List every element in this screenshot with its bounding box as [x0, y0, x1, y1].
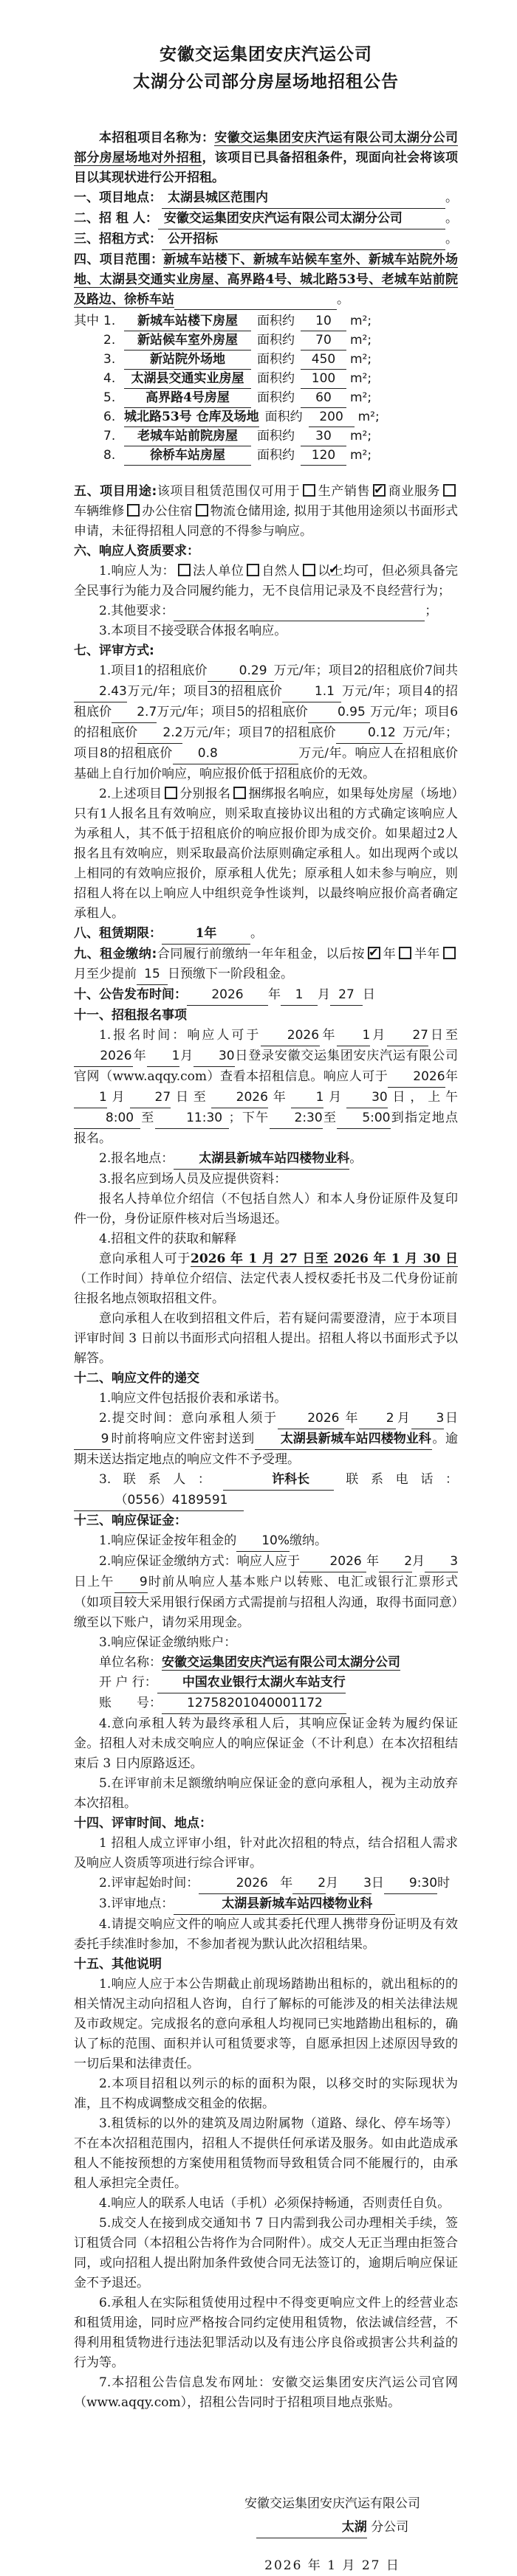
section-3-tail: 。 — [445, 232, 458, 246]
section-9-heading: 九、租金缴纳: — [74, 947, 157, 961]
text-run: ，该项目已具备招租条件，现面向社会将该项目以其现状进行公开招租。 — [74, 151, 459, 185]
text-run: 月 — [412, 1554, 425, 1569]
text-run: 月 — [326, 1876, 339, 1890]
area-unit: m²; — [357, 410, 380, 424]
fill-in-value: 3 — [338, 1874, 372, 1894]
area-label: 面积约 — [257, 333, 295, 348]
text-run: ，但必须具备完全民事行为能力及合同履约能力，无不良信用记录及不良经营行为； — [74, 564, 459, 598]
intro-paragraph — [74, 128, 458, 188]
text-run: 日 — [444, 1411, 458, 1426]
section-12-contact — [74, 1470, 458, 1511]
text-run: 至少提前 — [86, 967, 137, 981]
checkbox-unchecked-icon — [247, 564, 259, 576]
section-4-scope — [74, 250, 458, 310]
fill-in-value: 2 — [292, 1874, 326, 1894]
text-run: 。 — [337, 292, 349, 307]
checkbox-unchecked-icon — [178, 564, 191, 576]
text-run: 月 — [396, 1411, 411, 1426]
section-8-lease-term — [74, 924, 458, 945]
fill-in-value: 0.8 — [173, 744, 298, 764]
section-11-signup-time — [74, 1026, 458, 1149]
text-run: 日，上午 — [387, 1090, 459, 1105]
section-13-deposit-method — [74, 1552, 458, 1633]
area-value: 30 — [301, 427, 346, 446]
fill-in-value: 9:30 — [384, 1874, 437, 1894]
text-run: 2.上述项目 — [99, 787, 162, 801]
fill-in-value: 11:30 — [155, 1108, 229, 1129]
property-name: 新城车站楼下房屋 — [124, 312, 251, 331]
fill-in-value: 30 — [346, 1088, 388, 1108]
area-list-row — [74, 370, 458, 389]
fill-in-value: 2026 — [388, 1067, 445, 1088]
text-run: 2.评审起始时间： — [99, 1876, 199, 1890]
text-run: 1.报名时间：响应人可于 — [99, 1028, 261, 1043]
section-13-heading-line — [74, 1511, 458, 1531]
text-run: 年 — [343, 1411, 360, 1426]
text-run: 2.响应保证金缴纳方式：响应人应于 — [99, 1554, 301, 1569]
section-15-heading: 十五、其他说明 — [74, 1957, 162, 1972]
text-run: 月 — [179, 1049, 194, 1063]
fill-in-value: 3 — [425, 1552, 458, 1572]
title-line-2: 太湖分公司部分房屋场地招租公告 — [133, 72, 399, 91]
fill-in-value: 27 — [130, 1088, 171, 1108]
text-run: 。逾期未送达指定地点的响应文件不予受理。 — [74, 1432, 459, 1467]
text-run: 本招租项目名称为： — [99, 131, 215, 145]
text-run: ；下午 — [228, 1111, 270, 1125]
area-value: 60 — [301, 389, 346, 408]
checkbox-checked-icon — [303, 564, 315, 576]
checkbox-label: 半年 — [414, 947, 440, 961]
section-14-review-time — [74, 1874, 458, 1894]
section-13-account-bank — [74, 1673, 458, 1693]
area-unit: m²; — [350, 333, 372, 348]
checkbox-label: 分别报名 — [179, 787, 231, 801]
fill-in-value: 1.1 — [282, 682, 341, 702]
section-15-note-4: 4.响应人的联系人电话（手机）必须保持畅通，否则责任自负。 — [99, 2196, 451, 2211]
text-run: 2.提交时间：意向承租人须于 — [99, 1411, 278, 1426]
checkbox-unchecked-icon — [443, 947, 456, 959]
fill-in-value — [174, 607, 425, 621]
text-run: 年 — [280, 1876, 293, 1890]
fill-in-value: 9 — [74, 1429, 111, 1450]
fill-in-value: 30 — [194, 1046, 235, 1067]
fill-in-value: 0.29 — [208, 661, 274, 682]
fill-in-value: 2026 — [187, 985, 268, 1006]
section-6-heading: 六、响应人资质要求： — [74, 544, 199, 559]
fill-in-value: 太湖 — [256, 2518, 367, 2538]
fill-in-value: 15 — [137, 964, 168, 985]
signature-branch — [238, 2518, 427, 2538]
checkbox-label: 商业服务 — [388, 484, 440, 499]
text-run: （工作时间）持单位介绍信、法定代表人授权委托书及二代身份证前往报名地点领取招租文件。 — [74, 1271, 458, 1306]
fill-in-value: 中国农业银行太湖火车站支行 — [157, 1673, 346, 1693]
area-value: 120 — [301, 446, 346, 466]
text-run: 万元/年；项目3的招租底价 — [126, 684, 283, 699]
fill-in-value: 1年 — [162, 924, 250, 945]
area-label: 面积约 — [257, 352, 295, 367]
section-15-note-1: 1.响应人应于本公告期截止前现场踏勘出租标的，就出租标的的相关情况主动向招租人咨询，自行了解标的可能涉及的相关法律法规及市政规定。完成报名的意向承租人均视同已实地踏勘出租标的，确认了标的范围、面积并认可租赁要求等，自愿承担因上述原因导致的一切后果和法律责任。 — [74, 1977, 458, 2071]
section-6-item-2 — [74, 601, 458, 621]
fill-in-value: 27 — [330, 985, 363, 1006]
text-run: 万元/年；项目5的招租底价 — [157, 705, 308, 719]
text-run: 缴纳。 — [290, 1533, 328, 1548]
text-run: 3.评审地点： — [99, 1896, 174, 1911]
section-8-heading: 八、租赁期限： — [74, 926, 162, 941]
text-run: 单位名称： — [99, 1655, 162, 1670]
fill-in-value: 2.7 — [112, 702, 157, 723]
fill-in-value: 2026 — [74, 1046, 133, 1067]
text-run: 月 — [323, 1090, 347, 1105]
text-run: 联系电话： — [333, 1472, 458, 1487]
checkbox-unchecked-icon — [127, 504, 140, 517]
checkbox-label: 月 — [74, 967, 86, 981]
text-run: 意向承租人可于 — [99, 1251, 191, 1266]
area-list-row — [74, 427, 458, 446]
fill-in-value: 2026 — [300, 1552, 366, 1572]
fill-in-value: 太湖县新城车站四楼物业科 — [174, 1894, 395, 1915]
fill-in-value: 1 — [147, 1046, 180, 1067]
area-list-row — [74, 408, 458, 427]
checkbox-label: 车辆维修 — [74, 504, 125, 519]
text-run: 1.响应人为： — [99, 564, 175, 579]
row-number: 6. — [103, 410, 116, 424]
text-run: ； — [425, 604, 438, 618]
property-name: 新站候车室外房屋 — [124, 331, 251, 351]
section-14-panel: 1 招租人成立评审小组，针对此次招租的特点，结合招租人需求及响应人资质等项进行综合评审。 — [74, 1836, 458, 1871]
text-run: 月 — [370, 1028, 388, 1043]
property-name: 高界路4号房屋 — [124, 389, 251, 408]
text-run: 月 — [318, 987, 330, 1002]
fill-in-value: 许科长 — [223, 1470, 334, 1491]
section-7-heading: 七、评审方式: — [74, 643, 154, 658]
section-12-doc-contents: 1.响应文件包括报价表和承诺书。 — [99, 1391, 287, 1406]
section-6-heading-line — [74, 542, 458, 562]
text-run: 年 — [320, 1028, 338, 1043]
section-3-heading: 三、招租方式： — [74, 232, 162, 246]
text-run: 1.响应保证金按年租金的 — [99, 1533, 237, 1548]
text-run: 万元/年；项目6的招租底价 — [74, 705, 459, 740]
area-list-row — [74, 389, 458, 408]
checkbox-label: 物流仓储用途, — [210, 504, 290, 519]
fill-in-value: 2026 — [261, 1026, 320, 1046]
section-15-note-7: 7.本招租公告信息发布网址：安徽交运集团安庆汽运公司官网（www.aqqy.com），招租公告同时于招租项目地点张贴。 — [74, 2375, 458, 2410]
section-13-deposit-rate — [74, 1531, 458, 1552]
fill-in-value: 8:00 — [74, 1108, 140, 1129]
area-label: 面积约 — [257, 448, 295, 463]
checkbox-unchecked-icon — [399, 947, 411, 959]
section-15-note-5: 5.成交人在接到成交通知书 7 日内需到我公司办理相关手续，签订租赁合同（本招租公告将作为合同附件）。成交人无正当理由拒签合同，或向招租人提出附加条件致使合同无法签订的，逾期后响应保证金不予退还。 — [74, 2216, 458, 2290]
area-list-row — [74, 446, 458, 466]
property-name: 新站院外场地 — [124, 351, 251, 370]
fill-in-value: 9 — [114, 1572, 148, 1593]
text-run: 拟用于其他用途须以书面形式申请，未征得招租人同意的不得参与响应。 — [74, 504, 459, 539]
area-unit: m²; — [350, 429, 372, 443]
fill-in-value: 10% — [236, 1531, 290, 1552]
fill-in-value: （0556）4189591 — [74, 1491, 244, 1511]
fill-in-value: 2026 年 1 月 27 日至 2026 年 1 月 30 日 — [191, 1251, 458, 1266]
area-value: 200 — [309, 408, 355, 427]
area-label: 面积约 — [257, 390, 295, 405]
fill-in-value: 太湖县新城车站四楼物业科 — [174, 1149, 349, 1170]
text-run: 至 — [322, 1111, 338, 1125]
section-1-location — [74, 188, 458, 209]
text-run: 该项目租赁范围仅可用于 — [157, 484, 301, 499]
text-run: 日登录安徽交运集团安庆汽运有限公司官网（www.aqqy.com）查看本招租信息。响应人可于 — [74, 1049, 459, 1084]
checkbox-checked-icon — [373, 484, 386, 497]
text-run: 日预缴下一阶段租金。 — [168, 967, 293, 981]
checkbox-label: 自然人 — [261, 564, 301, 579]
checkbox-label: 法人单位 — [192, 564, 244, 579]
section-3-method — [74, 229, 458, 250]
text-run: 合同履行前缴纳一年年租金，以后按 — [157, 947, 366, 961]
section-13-account-number — [74, 1693, 458, 1714]
title-line-1: 安徽交运集团安庆汽运公司 — [160, 45, 372, 64]
text-run: 万元/年；项目7的招租底价 — [182, 725, 336, 740]
section-12-heading-line — [74, 1369, 458, 1389]
checkbox-label: 办公住宿 — [142, 504, 193, 519]
section-2-heading: 二、招 租 人： — [74, 211, 158, 226]
section-11-clarification: 意向承租人在收到招租文件后，若有疑问需要澄清，应于本项目评审时间 3 日前以书面形式向招租人提出。招租人将以书面形式予以解答。 — [74, 1311, 458, 1366]
checkbox-unchecked-icon — [303, 484, 315, 497]
section-7-base-prices — [74, 661, 458, 784]
section-13-account-heading: 3.响应保证金缴纳账户： — [99, 1635, 237, 1650]
section-7-signup-rules — [74, 784, 458, 924]
section-15-note-3: 3.租赁标的以外的建筑及周边附属物（道路、绿化、停车场等）不在本次招租范围内，招租人不提供任何承诺及服务。如由此造成承租人不能按预想的方案使用租赁物而导致租赁合同不能履行的，由承租人承担完全责任。 — [74, 2116, 458, 2191]
checkbox-label: 生产销售 — [318, 484, 371, 499]
fill-in-value: 2.43 — [74, 682, 127, 702]
section-12-submit-time — [74, 1409, 458, 1470]
section-13-deposit-refund: 4.意向承租人转为最终承租人后，其响应保证金转为履约保证金。招租人对未成交响应人的响应保证金（不计利息）在本次招租结束后 3 日内原路返还。 — [74, 1716, 458, 1771]
text-run: 时前将响应文件密封送到 — [111, 1432, 255, 1446]
property-name: 徐桥车站房屋 — [124, 446, 251, 466]
row-number: 7. — [103, 429, 116, 443]
section-10-heading: 十、公告发布时间： — [74, 987, 187, 1002]
section-5-heading: 五、项目用途: — [74, 484, 157, 499]
fill-in-value: 1 — [291, 1088, 324, 1108]
fill-in-value: 2 — [379, 1552, 412, 1572]
text-run: 2.报名地点： — [99, 1151, 174, 1166]
section-15-note-6: 6.承租人在实际租赁使用过程中不得变更响应文件上的经营业态和租赁用途，同时应严格按合同约定使用租赁物，依法诚信经营，不得利用租赁物进行违法犯罪活动以及有违公序良俗或损害公共利益的行为等。 — [74, 2296, 458, 2370]
section-11-doc-obtain-heading: 4.招租文件的获取和解释 — [99, 1232, 237, 1246]
signature-date: 2026 年 1 月 27 日 — [264, 2558, 400, 2573]
area-label: 面积约 — [257, 371, 295, 386]
text-run: 。 — [349, 1151, 363, 1166]
text-run: 。 — [250, 926, 263, 941]
fill-in-value: 2.2 — [137, 723, 182, 744]
row-number: 2. — [103, 333, 116, 348]
area-value: 10 — [301, 312, 346, 331]
text-run: 3.联系人： — [99, 1472, 223, 1487]
area-unit: m²; — [350, 390, 372, 405]
section-14-heading-line — [74, 1814, 458, 1834]
signature-company: 安徽交运集团安庆汽运有限公司 — [244, 2496, 420, 2511]
fill-in-value: 2026 — [278, 1409, 344, 1429]
checkbox-unchecked-icon — [443, 484, 456, 497]
text-run: 1.项目1的招租底价 — [99, 663, 208, 678]
section-13-deposit-forfeit: 5.在评审前未足额缴纳响应保证金的意向承租人，视为主动放弃本次招租。 — [74, 1776, 458, 1811]
section-6-item-1 — [74, 562, 458, 601]
fill-in-value: 2026 — [199, 1874, 280, 1894]
checkbox-label: 以上均可 — [318, 564, 369, 579]
section-2-value: 安徽交运集团安庆汽运有限公司太湖分公司 — [158, 209, 445, 229]
area-list-row — [74, 351, 458, 370]
text-run: 日至 — [171, 1090, 211, 1105]
fill-in-value: 0.12 — [336, 723, 403, 744]
area-value: 100 — [301, 370, 346, 389]
text-run: 月 — [106, 1090, 130, 1105]
text-run: 时 — [437, 1876, 451, 1890]
section-12-heading: 十二、响应文件的递交 — [74, 1371, 199, 1386]
section-11-heading-line — [74, 1006, 458, 1026]
fill-in-value: 27 — [387, 1026, 428, 1046]
text-run: 万元/年；项目2的招租底价7间共 — [273, 663, 458, 678]
section-7-heading-line — [74, 641, 458, 661]
fill-in-value: 12758201040001172 — [162, 1693, 346, 1714]
area-unit: m²; — [350, 448, 372, 463]
section-11-required-persons: 3.报名应到场人员及应提供资料： — [99, 1172, 287, 1187]
text-run: 年 — [268, 987, 281, 1002]
fill-in-value: 5:00 — [337, 1108, 390, 1129]
fill-in-value: 3 — [411, 1409, 445, 1429]
text-run: 万元/年；项目4的招租底价 — [74, 684, 459, 719]
area-value: 70 — [301, 331, 346, 351]
among-label: 其中 — [74, 314, 99, 328]
fill-in-value: 2026 — [211, 1088, 268, 1108]
section-13-account-name — [74, 1653, 458, 1673]
area-value: 450 — [301, 351, 346, 370]
text-run: 万元/年；项目8的招租底价 — [74, 725, 458, 761]
text-run: 年 — [445, 1069, 458, 1084]
fill-in-value: 新城车站楼下、新城车站候车室外、新城车站院外场地、太湖县交通实业房屋、高界路4号、城北路53号、老城车站前院及路边、徐桥车站 — [74, 252, 459, 307]
area-list-row — [74, 312, 458, 331]
text-run: 账 号： — [99, 1696, 162, 1710]
section-11-heading: 十一、招租报名事项 — [74, 1008, 187, 1023]
fill-in-value: 0.95 — [308, 702, 370, 723]
row-number: 1. — [103, 314, 116, 328]
fill-in-value: 2 — [359, 1409, 396, 1429]
row-number: 4. — [103, 371, 116, 386]
area-unit: m²; — [350, 352, 372, 367]
area-unit: m²; — [350, 314, 372, 328]
text-run: 日 — [363, 987, 375, 1002]
row-number: 3. — [103, 352, 116, 367]
section-15-note-2: 2.本项目招租以列示的标的面积为限，以移交时的实际现状为准，且不构成调整成交租金的依据。 — [74, 2076, 458, 2111]
checkbox-label: 年 — [383, 947, 397, 961]
text-run: 年 — [366, 1554, 380, 1569]
checkbox-unchecked-icon — [165, 787, 177, 799]
section-9-rent-payment — [74, 945, 458, 985]
area-label: 面积约 — [257, 429, 295, 443]
text-run: 到指定地点报名。 — [74, 1111, 459, 1146]
property-name: 太湖县交通实业房屋 — [124, 370, 251, 389]
text-run: 至 — [140, 1111, 155, 1125]
fill-in-value: 太湖县新城车站四楼物业科 — [255, 1429, 432, 1450]
text-run: 万元/年。响应人在招租底价基础上自行加价响应，响应报价低于招租底价的无效。 — [74, 746, 458, 781]
section-1-tail: 。 — [445, 190, 458, 205]
fill-in-value — [174, 296, 337, 310]
text-run: 2.其他要求： — [99, 604, 174, 618]
checkbox-checked-icon — [368, 947, 380, 959]
area-list — [74, 312, 458, 466]
checkbox-unchecked-icon — [196, 504, 208, 517]
section-5-usage — [74, 482, 458, 542]
section-10-publish-date — [74, 985, 458, 1006]
fill-in-value: 安徽交运集团安庆汽运有限公司太湖分公司 — [162, 1655, 400, 1670]
section-4-heading: 四、项目范围： — [74, 252, 164, 267]
fill-in-value: 2:30 — [270, 1108, 323, 1129]
text-run: 年 — [133, 1049, 147, 1063]
section-1-value: 太湖县城区范围内 — [162, 188, 445, 209]
fill-in-value: 安徽交运集团安庆汽运有限公司太湖分公司部分房屋场地对外招租 — [74, 131, 459, 165]
row-number: 8. — [103, 448, 116, 463]
signature-block — [238, 2494, 427, 2576]
text-run: 时前从响应人基本账户以转账、电汇或银行汇票形式（如项目较大采用银行保函方式需提前与招租人沟通，取得书面同意）缴至以下账户，请勿采用现金。 — [74, 1575, 458, 1630]
section-14-review-place — [74, 1894, 458, 1915]
section-15-heading-line — [74, 1955, 458, 1975]
section-11-signup-place — [74, 1149, 458, 1170]
section-14-heading: 十四、评审时间、地点： — [74, 1816, 212, 1831]
row-number: 5. — [103, 390, 116, 405]
checkbox-unchecked-icon — [233, 787, 246, 799]
text-run: 日至 — [428, 1028, 459, 1043]
area-list-row — [74, 331, 458, 351]
section-13-heading: 十三、响应保证金： — [74, 1513, 187, 1528]
section-14-attendance: 4.请提交响应文件的响应人或其委托代理人携带身份证明及有效委托手续准时参加，不参加者视为默认此次招租结果。 — [74, 1917, 458, 1952]
property-name: 城北路53号 仓库及场地 — [124, 408, 259, 427]
section-11-materials: 报名人持单位介绍信（不包括自然人）和本人身份证原件及复印件一份，身份证原件核对后当场退还。 — [74, 1192, 458, 1226]
fill-in-value: 1 — [337, 1026, 370, 1046]
fill-in-value: 1 — [281, 985, 318, 1006]
area-label: 面积约 — [257, 314, 295, 328]
property-name: 老城车站前院房屋 — [124, 427, 251, 446]
text-run: 日 — [371, 1876, 384, 1890]
section-1-heading: 一、项目地点： — [74, 190, 162, 205]
section-2-lessor — [74, 209, 458, 229]
text-run: ，如果每处房屋（场地）只有1人报名且有效响应，则采取直接协议出租的方式确定该响应人为承租人，其不低于招租底价的响应报价即为成交价。如果超过2人报名且有效响应，则采取最高价法原则确定承租人。如出现两个或以上相同的有效响应报价，原承租人优先；原承租人如未参与响应，则招租人将在以上响应人中组织竞争性谈判，以最终响应报价高者确定承租人。 — [74, 787, 459, 921]
checkbox-label: 捆绑报名响应 — [248, 787, 325, 801]
section-2-tail: 。 — [445, 211, 458, 226]
document-title — [74, 41, 458, 96]
text-run: 日上午 — [74, 1575, 114, 1589]
text-run: 年 — [267, 1090, 291, 1105]
area-label: 面积约 — [264, 410, 303, 424]
section-3-value: 公开招标 — [162, 229, 445, 250]
section-6-item-3: 3.本项目不接受联合体报名响应。 — [99, 624, 287, 638]
text-run: 分公司 — [366, 2520, 409, 2535]
section-11-doc-obtain — [74, 1249, 458, 1309]
area-unit: m²; — [350, 371, 372, 386]
fill-in-value: 1 — [74, 1088, 107, 1108]
text-run: 开 户 行： — [99, 1675, 157, 1690]
